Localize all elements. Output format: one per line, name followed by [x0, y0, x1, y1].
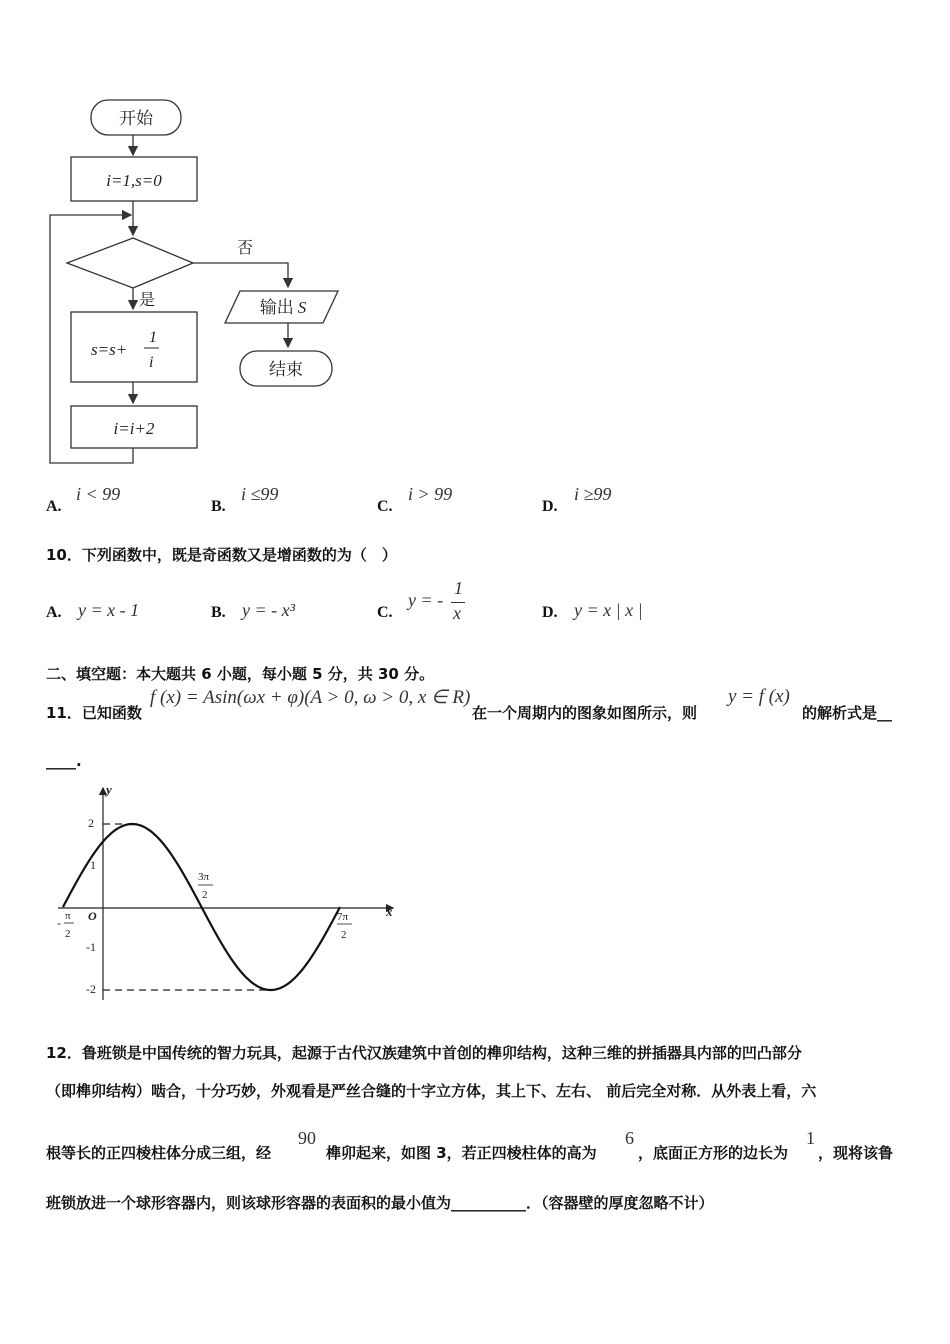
x-tick-right-num: 7π [337, 911, 349, 923]
q10-option-c-den: x [453, 603, 461, 623]
y-tick-neg2: -2 [86, 982, 96, 996]
flowchart [45, 95, 345, 470]
q10-options [46, 578, 906, 628]
update-s-box [71, 312, 197, 382]
x-axis-label: x [386, 904, 393, 919]
q11-prefix: 11．已知函数 [46, 704, 142, 722]
output-var: S [297, 298, 307, 317]
q11-middle: 在一个周期内的图象如图所示，则 [472, 704, 698, 722]
q9-option-a-expr: i < 99 [76, 484, 121, 504]
sine-graph [50, 780, 410, 1010]
q12-line2: （即榫卯结构）啮合，十分巧妙，外观看是严丝合缝的十字立方体，其上下、左右、 前后完全对称．从外表上看，六 [46, 1082, 817, 1100]
q10-option-c-prefix: y = - [408, 590, 444, 610]
y-tick-neg1: -1 [86, 940, 96, 954]
y-tick-1: 1 [90, 858, 96, 872]
q9-option-b-expr: i ≤99 [241, 484, 279, 504]
q9-options [46, 484, 906, 524]
q11-stem [46, 686, 916, 726]
q12-side: 1 [806, 1128, 815, 1148]
q12-line3-b: 榫卯起来，如图 3，若正四棱柱体的高为 [326, 1144, 597, 1162]
y-tick-2: 2 [88, 816, 94, 830]
update-s-lhs: s=s+ [91, 340, 128, 359]
y-axis-label: y [106, 782, 112, 797]
q10-option-a-expr: y = x - 1 [78, 600, 140, 620]
output-prefix: 输出 [259, 298, 294, 318]
q10-option-a-letter: A. [46, 604, 62, 621]
section-heading: 二、填空题：本大题共 6 小题，每小题 5 分，共 30 分。 [46, 665, 435, 683]
q10-option-d-expr: y = x | x | [574, 600, 643, 620]
update-s-den: i [149, 354, 154, 371]
x-tick-mid-den: 2 [202, 889, 208, 901]
q9-option-b-letter: B. [211, 498, 226, 515]
x-tick-left-num: π [65, 910, 71, 922]
q10-option-b-letter: B. [211, 604, 226, 621]
q12-line3 [46, 1126, 916, 1166]
condition-diamond [67, 238, 193, 288]
q12-line3-a: 根等长的正四棱柱体分成三组，经 [46, 1144, 272, 1162]
sine-curve [63, 824, 340, 990]
x-tick-right-den: 2 [341, 929, 347, 941]
yes-label: 是 [139, 290, 156, 309]
start-label: 开始 [119, 109, 153, 129]
q9-option-d-expr: i ≥99 [574, 484, 612, 504]
q12-height: 6 [625, 1128, 634, 1148]
q9-option-c-letter: C. [377, 498, 393, 515]
q10-option-c-letter: C. [377, 604, 393, 621]
q9-option-c-expr: i > 99 [408, 484, 453, 504]
update-i-label: i=i+2 [113, 419, 155, 438]
q11-yfx: y = f (x) [728, 686, 790, 707]
x-tick-left-sign: - [57, 916, 61, 930]
q10-option-d-letter: D. [542, 604, 558, 621]
q12-line1: 12．鲁班锁是中国传统的智力玩具，起源于古代汉族建筑中首创的榫卯结构，这种三维的拼插器具内部的凹凸部分 [46, 1044, 802, 1062]
q12-line3-d: ，现将该鲁 [818, 1144, 894, 1162]
origin-label: O [88, 909, 97, 923]
q11-suffix: 的解析式是__ [802, 704, 893, 722]
output-label [260, 298, 307, 318]
q11-function: f (x) = Asin(ωx + φ)(A > 0, ω > 0, x ∈ R) [150, 687, 471, 708]
q10-option-b-expr: y = - x³ [242, 600, 296, 620]
q10-stem: 10．下列函数中，既是奇函数又是增函数的为（ ） [46, 546, 397, 564]
q9-option-d-letter: D. [542, 498, 558, 515]
x-tick-mid-num: 3π [198, 871, 210, 883]
q12-line4: 班锁放进一个球形容器内，则该球形容器的表面积的最小值为__________．（容器壁的厚度忽略不计） [46, 1194, 714, 1212]
no-label: 否 [237, 238, 254, 257]
q10-option-c-num: 1 [454, 578, 463, 598]
end-label: 结束 [269, 360, 303, 380]
q12-angle: 90 [298, 1128, 316, 1148]
q9-option-a-letter: A. [46, 498, 62, 515]
update-s-num: 1 [149, 329, 157, 346]
x-tick-left-den: 2 [65, 928, 71, 940]
q12-line3-c: ，底面正方形的边长为 [638, 1144, 789, 1162]
q11-tail: ____. [46, 752, 82, 770]
init-label: i=1,s=0 [106, 171, 162, 190]
